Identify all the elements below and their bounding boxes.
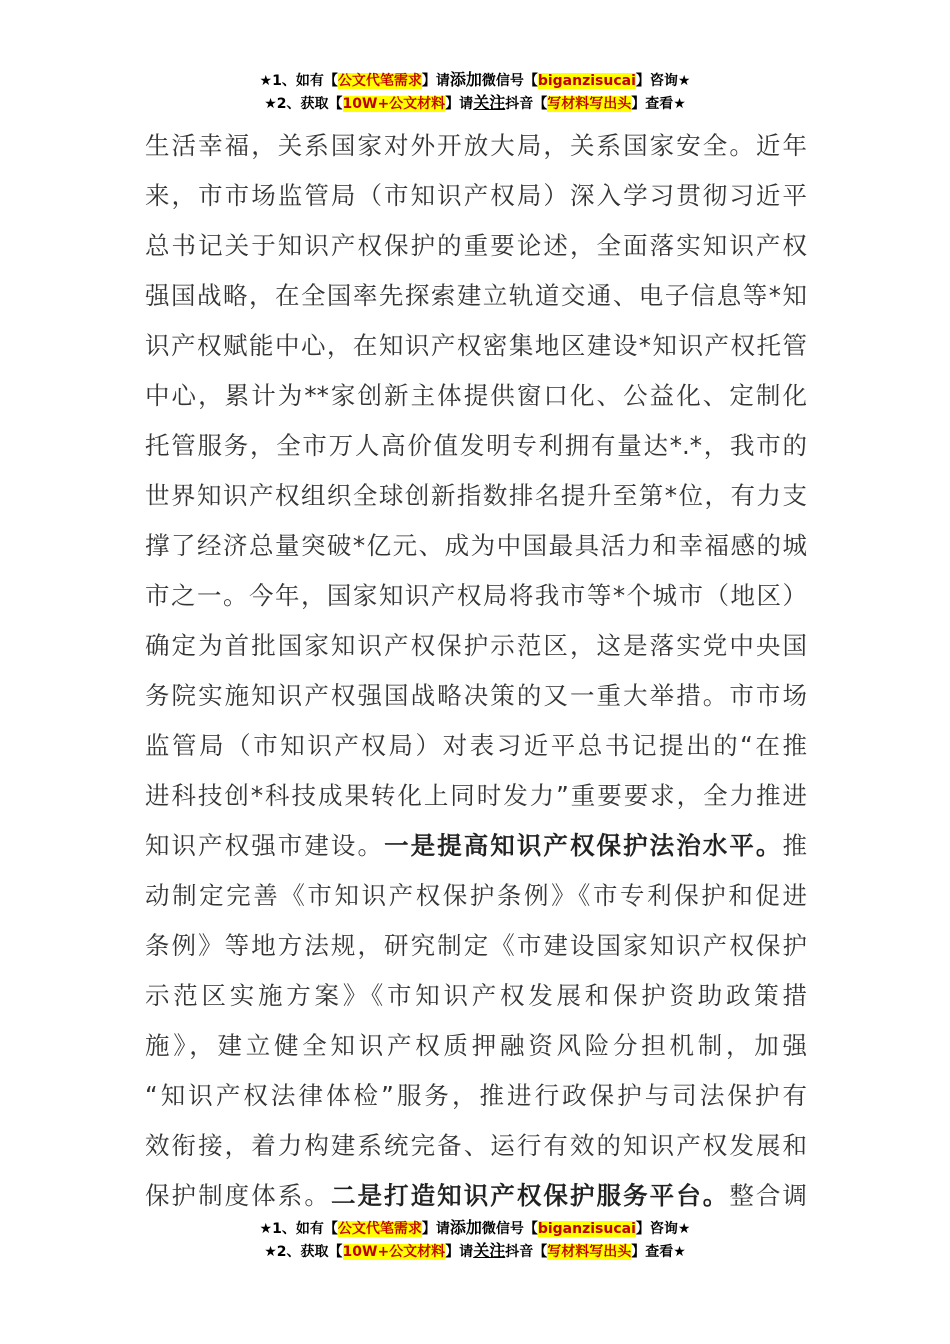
highlight-douyin: 写材料写出头	[547, 1244, 632, 1260]
body-line: 来，市市场监管局（市知识产权局）深入学习贯彻习近平	[145, 181, 807, 210]
body-line: 监管局（市知识产权局）对表习近平总书记提出的“在推	[145, 731, 807, 760]
footer-banner	[0, 1217, 950, 1263]
body-line: 识产权赋能中心，在知识产权密集地区建设*知识产权托管	[145, 331, 807, 360]
highlight-wechat-id: biganzisucai	[537, 73, 636, 89]
body-line: “知识产权法律体检”服务，推进行政保护与司法保护有	[145, 1081, 807, 1110]
body-line: 务院实施知识产权强国战略决策的又一重大举措。市市场	[145, 681, 807, 710]
body-line: 示范区实施方案》《市知识产权发展和保护资助政策措	[145, 981, 807, 1010]
body-line: 强国战略，在全国率先探索建立轨道交通、电子信息等*知	[145, 281, 807, 310]
body-line: 市之一。今年，国家知识产权局将我市等*个城市（地区）	[145, 581, 807, 610]
header-banner	[0, 69, 950, 115]
body-line: 动制定完善《市知识产权保护条例》《市专利保护和促进	[145, 881, 807, 910]
document-body	[145, 121, 807, 1221]
highlight-douyin: 写材料写出头	[547, 96, 632, 112]
section-heading-2: 二是打造知识产权保护服务平台。	[330, 1181, 730, 1210]
header-banner-line-1: ★1、如有【公文代笔需求】请添加微信号【biganzisucai】咨询★	[259, 70, 691, 89]
body-line: 托管服务，全市万人高价值发明专利拥有量达*.*，我市的	[145, 431, 807, 460]
body-line: 确定为首批国家知识产权保护示范区，这是落实党中央国	[145, 631, 807, 660]
body-line: 进科技创*科技成果转化上同时发力”重要要求，全力推进	[145, 781, 807, 810]
body-line: 总书记关于知识产权保护的重要论述，全面落实知识产权	[145, 231, 807, 260]
section-heading-1: 一是提高知识产权保护法治水平。	[384, 831, 783, 860]
footer-banner-line-2: ★2、获取【10W+公文材料】请关注抖音【写材料写出头】查看★	[264, 1241, 686, 1260]
highlight-materials: 10W+公文材料	[342, 1244, 446, 1260]
body-line: 保护制度体系。二是打造知识产权保护服务平台。整合调	[145, 1181, 807, 1210]
highlight-materials: 10W+公文材料	[342, 96, 446, 112]
body-line: 知识产权强市建设。一是提高知识产权保护法治水平。推	[145, 831, 807, 860]
body-line: 施》，建立健全知识产权质押融资风险分担机制，加强	[145, 1031, 807, 1060]
body-line: 生活幸福，关系国家对外开放大局，关系国家安全。近年	[145, 131, 807, 160]
header-banner-line-2: ★2、获取【10W+公文材料】请关注抖音【写材料写出头】查看★	[264, 93, 686, 112]
body-line: 条例》等地方法规，研究制定《市建设国家知识产权保护	[145, 931, 807, 960]
body-line: 效衔接，着力构建系统完备、运行有效的知识产权发展和	[145, 1131, 807, 1160]
highlight-service: 公文代笔需求	[337, 73, 422, 89]
footer-banner-line-1: ★1、如有【公文代笔需求】请添加微信号【biganzisucai】咨询★	[259, 1218, 691, 1237]
highlight-service: 公文代笔需求	[337, 1221, 422, 1237]
highlight-wechat-id: biganzisucai	[537, 1221, 636, 1237]
body-line: 中心，累计为**家创新主体提供窗口化、公益化、定制化	[145, 381, 807, 410]
body-line: 世界知识产权组织全球创新指数排名提升至第*位，有力支	[145, 481, 807, 510]
body-line: 撑了经济总量突破*亿元、成为中国最具活力和幸福感的城	[145, 531, 807, 560]
